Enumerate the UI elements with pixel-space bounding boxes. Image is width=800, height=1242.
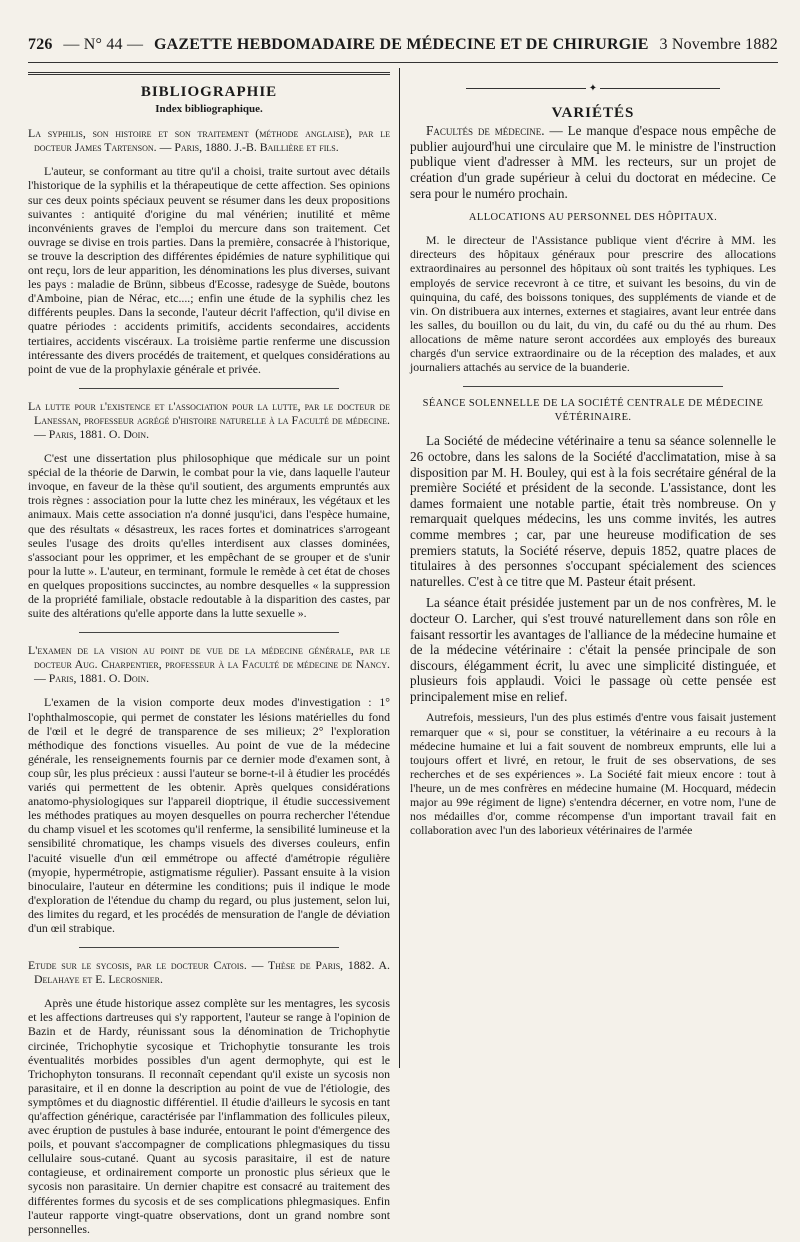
section-separator [463, 386, 723, 387]
bib-entry [28, 643, 390, 935]
seance-paragraph: La séance était présidée justement par un de nos confrères, M. le docteur O. Larcher, qui s'est trouvé naturellement dans son rôle en faisant ressortir les avantages de l'alliance de la médecine humaine et de la médecine vétérinaire : c'était la pensée principale de son discours, élégamment écrit, lu avec une simplicité distinguée, et plusieurs fois applaudi. Voici le passage où cette pensée est principalement mise en relief. [410, 595, 776, 704]
bibliography-subheading: Index bibliographique. [155, 103, 263, 116]
bib-entry [28, 126, 390, 376]
facultes-text: — Le manque d'espace nous empêche de publier aujourd'hui une circulaire que M. le ministre de l'instruction publique vient d'adresser à MM. les recteurs, sur un projet de création d'un grade supérieur à celui du doctorat en médecine. Ce sera pour le numéro prochain. [410, 123, 777, 201]
bib-entry-text: L'auteur, se conformant au titre qu'il a choisi, traite surtout avec détails l'historique de la syphilis et la thérapeutique de cette affection. Ses opinions sur ces deux points spéciaux peuvent se résumer dans les deux propositions suivantes : antiquité d'origine du mal vénérien; inutilité et même inconvénients graves de l'emploi du mercure dans son traitement. Cet ouvrage se divise en trois parties. Dans la première, consacrée à l'historique, se trouve la description des différentes épidémies de nature syphilitique qui ont reçu, lors de leur apparition, les dénominations les plus diverses, suivant les pays : maladie de Brünn, sibbeus d'Ecosse, radesyge de Suède, boutons d'Amboine, pian de Nérac, etc....; enfin une étude de la syphilis chez les différents peuples. Dans la seconde, l'auteur décrit l'affection, qu'il divise en quatre périodes : accidents primitifs, accidents secondaires, accidents tertiaires, accidents viscéraux. La troisième partie renferme une discussion intéressante des divers procédés de traitement, et quelques considérations au point de vue de la prophylaxie générale et privée. [28, 164, 390, 376]
bib-entry [28, 958, 390, 1236]
section-rule [28, 72, 390, 75]
column-divider [399, 68, 400, 1068]
seance-quote: Autrefois, messieurs, l'un des plus estimés d'entre vous faisait justement remarquer que « si, pour se constituer, la vétérinaire a eu recours à la médecine humaine et lui a fait souvent de nombreux emprunts, elle lui a toujours offert et livré, en retour, le fruit de ses observations, de ses recherches et de ses expériences ». La Société fait mieux encore : tout à l'heure, un de mes confrères en médecine humaine (M. Hocquard, médecin major au 99e régiment de ligne) s'entendra décerner, en votre nom, l'une de nos médailles d'or, comme récompense d'un important travail fait en collaboration avec l'un des laborieux vétérinaires de l'armée [410, 710, 776, 838]
bib-entry [28, 399, 390, 620]
varietes-heading: VARIÉTÉS [551, 105, 635, 122]
issue-number: — N° 44 — [63, 36, 144, 53]
facultes-lead: Facultés de médecine. [426, 123, 545, 139]
right-column [410, 70, 776, 843]
seance-body [410, 433, 776, 704]
page-number: 726 [28, 36, 53, 53]
seance-paragraph: La Société de médecine vétérinaire a tenu sa séance solennelle le 26 octobre, dans les salons de la Société d'acclimatation, mise à sa disposition par M. H. Bouley, qui est à la fois secrétaire général de la première Société et président de la seconde. L'assistance, dont les dames formaient une notable partie, était très nombreuse. On y remarquait quelques médecins, les uns comme invités, les autres comme membres ; car, par une heureuse modification de ses premiers statuts, la Société réserve, depuis 1852, quatre places de titulaires à des personnes s'occupant spécialement des sciences naturelles. C'est à ce titre que M. Pasteur était présent. [410, 433, 776, 589]
bib-entry-text: L'examen de la vision comporte deux modes d'investigation : 1° l'ophthalmoscopie, qui permet de constater les lésions matérielles du fond de l'œil et le degré de transparence de ses milieux; 2° l'exploration méthodique des fonctions visuelles. Au point de vue de la médecine générale, les renseignements fournis par ce dernier mode d'examen sont, à coup sûr, les plus précieux : aussi l'auteur se borne-t-il à étudier les procédés variés qui permettent de les obtenir. Après quelques considérations anatomo-physiologiques sur l'appareil dioptrique, il étudie successivement les méthodes pratiques au moyen desquelles on pourra rechercher l'étendue du champ visuel et les scotomes qu'il renferme, la sensibilité lumineuse et la sensibilité chromatique, les champs visuels des diverses couleurs, enfin l'acuité visuelle d'un œil emmétrope ou affecté d'amétropie régulière (myopie, hypermétropie, astigmatisme régulier). Passant ensuite à la vision binoculaire, l'auteur en détermine les conditions; puis il indique le mode d'exploration de l'étendue du champ du regard, ou plus justement, selon lui, des limites du regard, et les procédés de mensuration de l'angle de déviation d'un œil strabique. [28, 695, 390, 935]
bib-entry-title: La lutte pour l'existence et l'association pour la lutte, par le docteur de Lanessan, professeur agrégé d'histoire naturelle à la Faculté de médecine. — Paris, 1881. O. Doin. [28, 398, 390, 441]
bibliography-heading: BIBLIOGRAPHIE [140, 84, 278, 100]
bib-entry-text: C'est une dissertation plus philosophique que médicale sur un point spécial de la théorie de Darwin, le combat pour la vie, dans laquelle l'auteur invoque, en faveur de la thèse qu'il soutient, des arguments empruntés aux trois règnes : association pour la lutte chez les minéraux, les végétaux et les animaux. Mais cette association n'a donné jusqu'ici, dans l'espèce humaine, que des résultats « désastreux, les races fortes et dominatrices s'arrogeant seules l'usage des droits qu'elles interdisent aux classes dominées, s'associant pour les opprimer, et les empêchant de se grouper et de s'unir pour la lutte ». L'auteur, en terminant, formule le remède à cet état de choses en quelques propositions succinctes, au nombre desquelles « la suppression de la propriété familiale, obstacle redoutable à la disparition des castes, par suite des altérations qu'elle apporte dans la lutte sexuelle ». [28, 451, 390, 621]
allocations-heading: ALLOCATIONS AU PERSONNEL DES HÔPITAUX. [468, 212, 718, 224]
journal-title: GAZETTE HEBDOMADAIRE DE MÉDECINE ET DE CHIRURGIE [153, 36, 649, 53]
ornament-rule: ✦ [410, 82, 776, 96]
issue-date: 3 Novembre 1882 [659, 36, 778, 53]
entry-separator [79, 388, 339, 389]
facultes-paragraph [410, 123, 776, 201]
header-rule [28, 62, 778, 63]
bib-entry-title: La syphilis, son histoire et son traitement (méthode anglaise), par le docteur James Tartenson. — Paris, 1880. J.-B. Baillière et fils. [28, 126, 390, 155]
left-column [28, 70, 390, 1242]
entry-separator [79, 632, 339, 633]
bib-entry-text: Après une étude historique assez complète sur les mentagres, les sycosis et les affections dartreuses qui s'y rapportent, l'auteur se range à l'opinion de Bazin et de Hardy, réunissant sous la dénomination de Trichophytie circinée, Trichophytie sycosique et Trichophytie tonsurante les trois éventualités morbides possibles d'un agent dermophyte, qui est le Trichophyton tonsurans. Il reconnaît cependant qu'il existe un sycosis non parasitaire, et il en donne la description au point de vue de l'étiologie, des symptômes et du diagnostic différentiel. Il étudie d'ailleurs le sycosis en tant qu'affection générique, caractérisée par l'inflammation des follicules pileux, avec éruption de pustules à base indurée, entourant le point d'émergence des poils, et pouvant s'accompagner de complications phlegmasiques du tissu cellulaire sous-cutané. Quant au sycosis parasitaire, il est de nature contagieuse, et ordinairement comporte un pronostic plus sérieux que le sycosis non parasitaire. Un dernier chapitre est consacré au traitement des différentes formes du sycosis et de ses complications phlegmasiques. Enfin l'auteur rapporte vingt-quatre observations, dont un grand nombre sont personnelles. [28, 996, 390, 1236]
bib-entry-title: Etude sur le sycosis, par le docteur Catois. — Thèse de Paris, 1882. A. Delahaye et E. Lecrosnier. [28, 958, 390, 987]
facultes-block [410, 123, 776, 201]
seance-heading: SÉANCE SOLENNELLE DE LA SOCIÉTÉ CENTRALE DE MÉDECINE VÉTÉRINAIRE. [422, 398, 764, 424]
bib-entry-title: L'examen de la vision au point de vue de la médecine générale, par le docteur Aug. Charpentier, professeur à la Faculté de médecine de Nancy. — Paris, 1881. O. Doin. [28, 643, 390, 686]
allocations-text: M. le directeur de l'Assistance publique vient d'écrire à MM. les directeurs des hôpitaux généraux pour prescrire des allocations extraordinaires au personnel des hôpitaux où sont traités les typhiques. Les employés de service recevront à ce titre, et suivant les besoins, du vin de quinquina, du café, des boissons toniques, des suppléments de viande et de vin. On distribuera aux internes, externes et stagiaires, avant leur entrée dans les salles, du bouillon ou du lait, du vin, du café ou du thé au rhum. Des allocations de même nature seront accordées aux employés des bureaux chargés d'un service extraordinaire ou de la réception des malades, et aux journaliers attachés au service de la buanderie. [410, 233, 776, 375]
running-header [28, 36, 778, 58]
entry-separator [79, 947, 339, 948]
